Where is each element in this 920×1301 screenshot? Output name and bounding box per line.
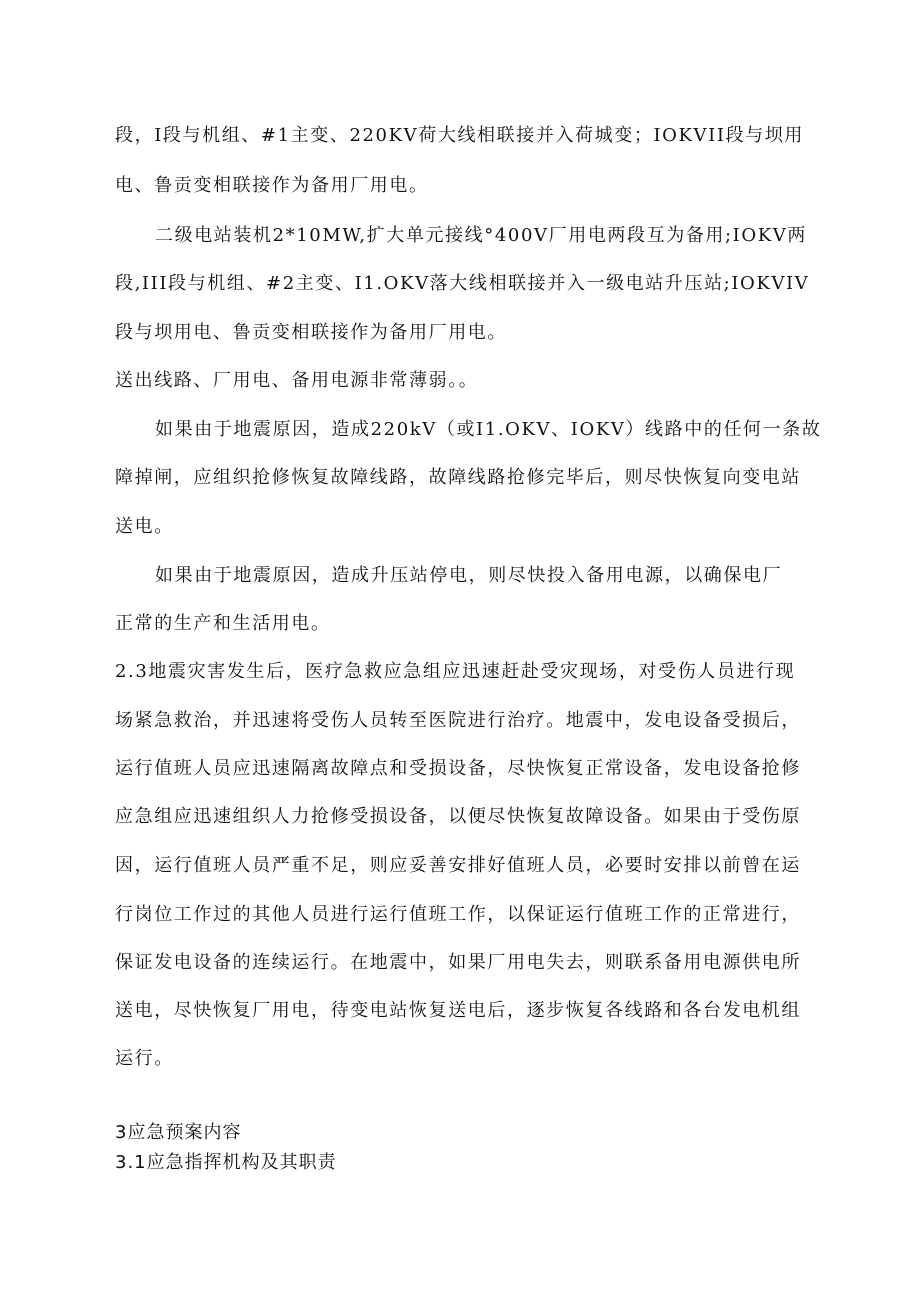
paragraph-line: 2.3地震灾害发生后，医疗急救应急组应迅速赶赴受灾现场，对受伤人员进行现 [115, 661, 796, 682]
paragraph-line: 保证发电设备的连续运行。在地震中，如果厂用电失去，则联系备用电源供电所 [115, 952, 801, 973]
paragraph-line: 运行值班人员应迅速隔离故障点和受损设备，尽快恢复正常设备，发电设备抢修 [115, 758, 801, 779]
section-heading: 3应急预案内容 [115, 1122, 242, 1143]
paragraph-line: 正常的生产和生活用电。 [115, 613, 331, 634]
subsection-heading: 3.1应急指挥机构及其职责 [115, 1152, 337, 1173]
paragraph-line: 场紧急救治，并迅速将受伤人员转至医院进行治疗。地震中，发电设备受损后， [115, 710, 801, 731]
paragraph-line: 送电，尽快恢复厂用电，待变电站恢复送电后，逐步恢复各线路和各台发电机组 [115, 1000, 801, 1021]
paragraph-line: 段与坝用电、鲁贡变相联接作为备用厂用电。 [115, 322, 507, 343]
paragraph-line: 电、鲁贡变相联接作为备用厂用电。 [115, 175, 429, 196]
paragraph-line: 应急组应迅速组织人力抢修受损设备，以便尽快恢复故障设备。如果由于受伤原 [115, 806, 801, 827]
paragraph-line: 障掉闸，应组织抢修恢复故障线路，故障线路抢修完毕后，则尽快恢复向变电站 [115, 467, 801, 488]
paragraph-line: 送出线路、厂用电、备用电源非常薄弱。。 [115, 370, 479, 391]
paragraph-line: 段,III段与机组、#2主变、I1.OKV落大线相联接并入一级电站升压站;IOKVIV [115, 273, 810, 294]
paragraph-line: 因，运行值班人员严重不足，则应妥善安排好值班人员，必要时安排以前曾在运 [115, 855, 801, 876]
paragraph-line: 送电。 [115, 516, 174, 537]
paragraph-line: 如果由于地震原因，造成升压站停电，则尽快投入备用电源，以确保电厂 [155, 565, 783, 586]
paragraph-line: 如果由于地震原因，造成220kV（或I1.OKV、IOKV）线路中的任何一条故 [155, 419, 822, 440]
paragraph-line: 行岗位工作过的其他人员进行运行值班工作，以保证运行值班工作的正常进行， [115, 904, 801, 925]
paragraph-line: 运行。 [115, 1048, 174, 1069]
paragraph-line: 段，I段与机组、#1主变、220KV荷大线相联接并入荷城变；IOKVII段与坝用 [115, 125, 804, 146]
paragraph-line: 二级电站装机2*10MW,扩大单元接线°400V厂用电两段互为备用;IOKV两 [155, 225, 807, 246]
